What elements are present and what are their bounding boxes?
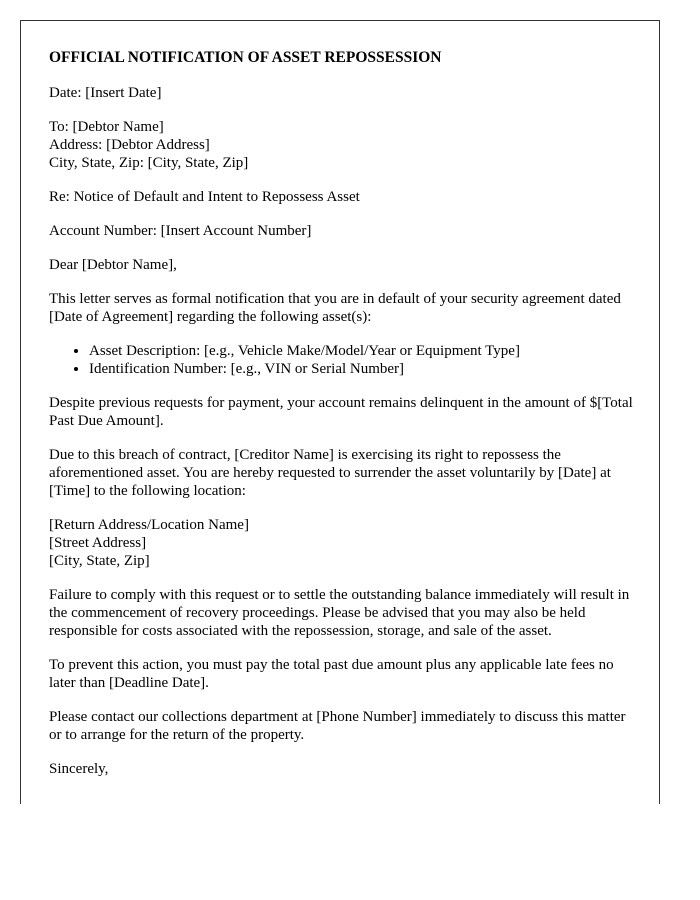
letter-content (49, 49, 639, 794)
delinquent-paragraph: Despite previous requests for payment, your account remains delinquent in the amount of $[Total Past Due Amount]. (49, 395, 633, 429)
re-line: Re: Notice of Default and Intent to Repossess Asset (49, 189, 360, 205)
asset-list (49, 342, 639, 378)
return-location-name: [Return Address/Location Name] (49, 517, 249, 533)
return-city: [City, State, Zip] (49, 553, 150, 569)
contact-paragraph: Please contact our collections department at [Phone Number] immediately to discuss this matter or to arrange for the return of the property. (49, 709, 626, 743)
asset-description-item: • Asset Description: [e.g., Vehicle Make/Model/Year or Equipment Type] (89, 342, 639, 360)
recipient-city: City, State, Zip: [City, State, Zip] (49, 155, 249, 171)
breach-paragraph: Due to this breach of contract, [Creditor Name] is exercising its right to repossess the aforementioned asset. You are hereby requested to surrender the asset voluntarily by [Date] at [Time] to the following location: (49, 447, 611, 499)
failure-paragraph: Failure to comply with this request or to settle the outstanding balance immediately will result in the commencement of recovery proceedings. Please be advised that you may also be held responsible for costs associated with the repossession, storage, and sale of the asset. (49, 587, 630, 639)
return-street-address: [Street Address] (49, 535, 147, 551)
account-number-line: Account Number: [Insert Account Number] (49, 223, 312, 239)
salutation: Dear [Debtor Name], (49, 257, 177, 273)
closing: Sincerely, (49, 761, 109, 777)
prevent-paragraph: To prevent this action, you must pay the total past due amount plus any applicable late fees no later than [Deadline Date]. (49, 657, 614, 691)
letter-title: OFFICIAL NOTIFICATION OF ASSET REPOSSESSION (49, 49, 442, 66)
return-location-block (49, 516, 639, 570)
recipient-address: Address: [Debtor Address] (49, 137, 210, 153)
recipient-block (49, 118, 639, 172)
letter-page (20, 20, 660, 804)
asset-identification-item: • Identification Number: [e.g., VIN or Serial Number] (89, 360, 639, 378)
recipient-name: To: [Debtor Name] (49, 119, 164, 135)
date-line: Date: [Insert Date] (49, 85, 162, 101)
intro-paragraph: This letter serves as formal notification that you are in default of your security agreement dated [Date of Agreement] regarding the following asset(s): (49, 291, 621, 325)
